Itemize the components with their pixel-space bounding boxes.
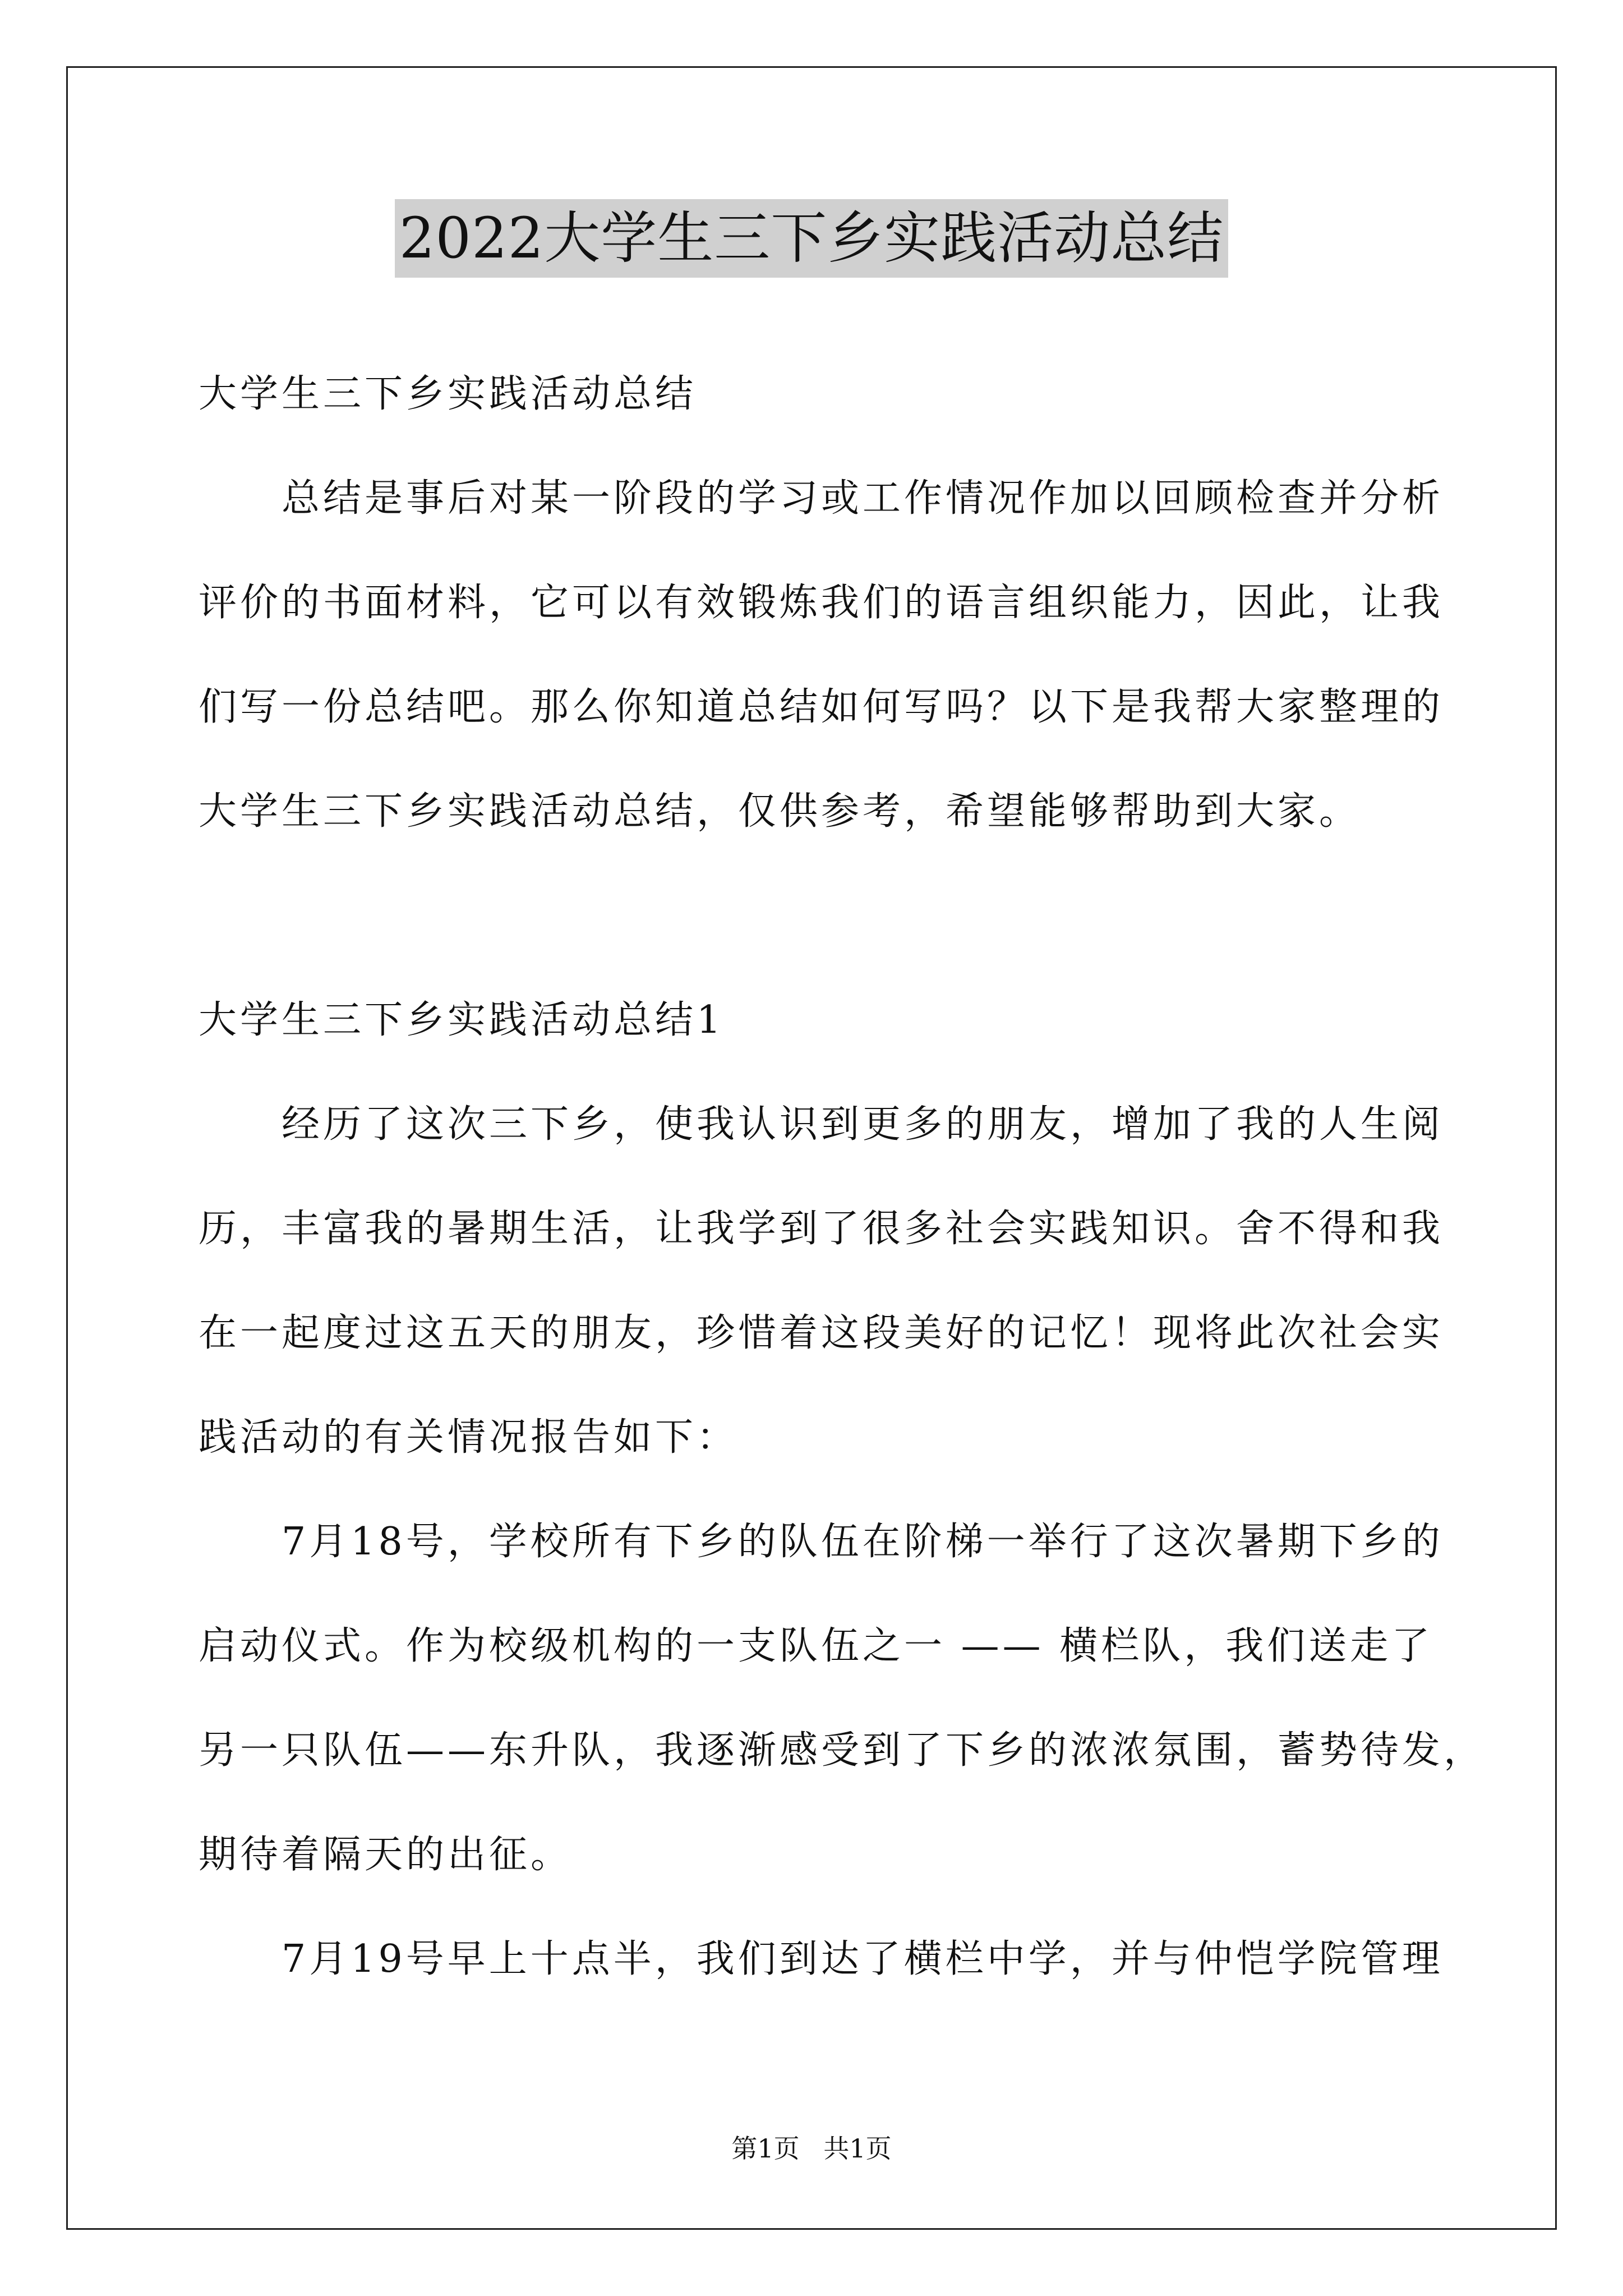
document-body bbox=[199, 342, 1486, 2012]
intro-line: 评价的书面材料，它可以有效锻炼我们的语言组织能力，因此，让我 bbox=[199, 581, 1444, 625]
paragraph-line: 经历了这次三下乡，使我认识到更多的朋友，增加了我的人生阅 bbox=[282, 1102, 1444, 1147]
document-title: 2022大学生三下乡实践活动总结 bbox=[395, 199, 1229, 278]
paragraph-line: 践活动的有关情况报告如下： bbox=[199, 1415, 739, 1460]
intro-line: 总结是事后对某一阶段的学习或工作情况作加以回顾检查并分析 bbox=[282, 476, 1444, 521]
paragraph-line: 7月19号早上十点半，我们到达了横栏中学，并与仲恺学院管理 bbox=[282, 1937, 1444, 1981]
paragraph-line: 另一只队伍——东升队，我逐渐感受到了下乡的浓浓氛围，蓄势待发， bbox=[199, 1728, 1486, 1773]
page-number: 第1页 bbox=[731, 2133, 800, 2164]
document-subtitle: 大学生三下乡实践活动总结 bbox=[199, 372, 697, 416]
intro-line: 们写一份总结吧。那么你知道总结如何写吗？以下是我帮大家整理的 bbox=[199, 685, 1444, 729]
paragraph-line: 启动仪式。作为校级机构的一支队伍之一 —— 横栏队，我们送走了 bbox=[199, 1624, 1433, 1668]
title-container bbox=[0, 199, 1623, 278]
section-heading: 大学生三下乡实践活动总结1 bbox=[199, 998, 725, 1042]
blank-line bbox=[199, 864, 1432, 968]
page-footer bbox=[0, 2132, 1623, 2165]
intro-line: 大学生三下乡实践活动总结，仅供参考，希望能够帮助到大家。 bbox=[199, 789, 1361, 834]
paragraph-line: 7月18号，学校所有下乡的队伍在阶梯一举行了这次暑期下乡的 bbox=[282, 1520, 1444, 1564]
page-count: 共1页 bbox=[823, 2133, 892, 2164]
paragraph-line: 在一起度过这五天的朋友，珍惜着这段美好的记忆！现将此次社会实 bbox=[199, 1311, 1444, 1355]
paragraph-line: 期待着隔天的出征。 bbox=[199, 1833, 573, 1877]
paragraph-line: 历，丰富我的暑期生活，让我学到了很多社会实践知识。舍不得和我 bbox=[199, 1207, 1444, 1251]
